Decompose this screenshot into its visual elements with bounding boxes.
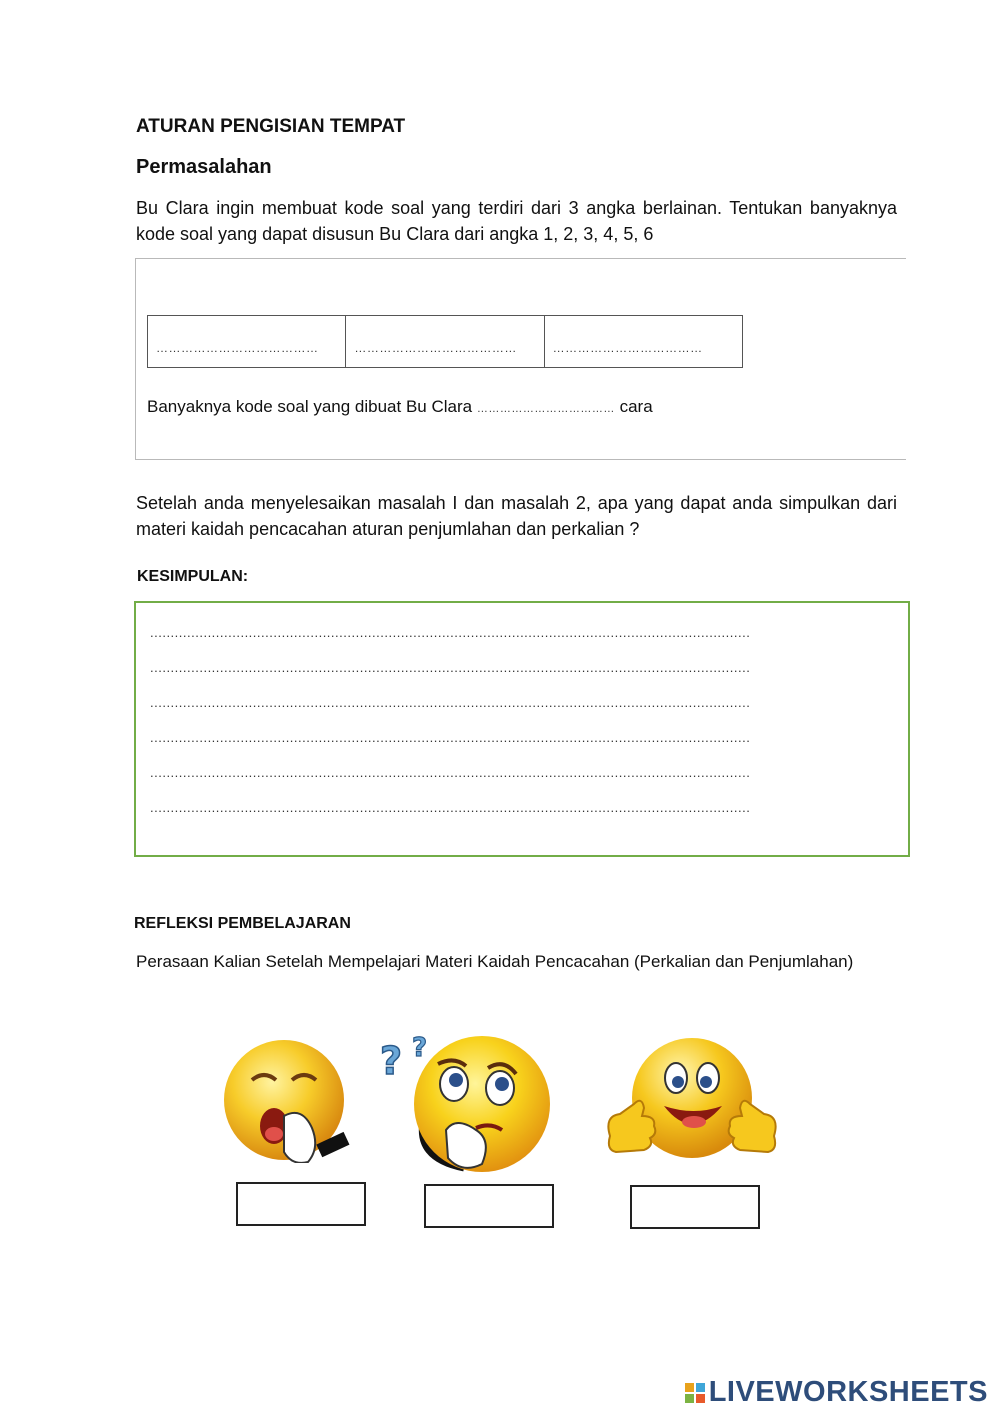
conclusion-line[interactable]: .................................................................................................................................................. <box>150 765 751 780</box>
slot-1[interactable]: ………………………………… <box>148 316 346 367</box>
conclusion-heading: KESIMPULAN: <box>137 568 249 585</box>
conclusion-box[interactable] <box>134 601 910 857</box>
conclusion-line[interactable]: .................................................................................................................................................. <box>150 660 751 675</box>
svg-text:?: ? <box>380 1039 403 1083</box>
answer-label: Banyaknya kode soal yang dibuat Bu Clara <box>147 397 473 416</box>
svg-text:?: ? <box>412 1033 428 1063</box>
conclusion-line[interactable]: .................................................................................................................................................. <box>150 695 751 710</box>
digit-slots <box>147 315 743 368</box>
reflection-answer-box-2[interactable] <box>424 1184 554 1228</box>
slot-2[interactable]: ………………………………… <box>346 316 544 367</box>
answer-line <box>147 397 653 417</box>
conclusion-line[interactable]: .................................................................................................................................................. <box>150 625 751 640</box>
conclusion-line[interactable]: .................................................................................................................................................. <box>150 730 751 745</box>
problem-text: Bu Clara ingin membuat kode soal yang terdiri dari 3 angka berlainan. Tentukan banyaknya kode soal yang dapat disusun Bu Clara dari angka 1, 2, 3, 4, 5, 6 <box>136 198 897 244</box>
reflection-answer-box-3[interactable] <box>630 1185 760 1229</box>
thumbs-up-face-icon <box>600 1036 784 1170</box>
reflection-prompt: Perasaan Kalian Setelah Mempelajari Materi Kaidah Pencacahan (Perkalian dan Penjumlahan) <box>136 952 854 971</box>
answer-field[interactable]: ……………………………… <box>476 403 615 415</box>
liveworksheets-logo <box>685 1376 988 1409</box>
reflection-heading: REFLEKSI PEMBELAJARAN <box>134 915 351 932</box>
answer-unit: cara <box>619 397 653 416</box>
logo-icon <box>685 1383 705 1403</box>
slot-3[interactable]: ……………………………… <box>552 341 703 355</box>
logo-text: LIVEWORKSHEETS <box>708 1376 988 1408</box>
question-text: Setelah anda menyelesaikan masalah I dan masalah 2, apa yang dapat anda simpulkan dari materi kaidah pencacahan aturan penjumlahan dan perkalian ? <box>136 493 897 539</box>
yawning-face-icon <box>212 1038 362 1163</box>
reflection-answer-box-1[interactable] <box>236 1182 366 1226</box>
section-title: Permasalahan <box>136 156 272 178</box>
page-title: ATURAN PENGISIAN TEMPAT <box>136 116 406 137</box>
thinking-face-icon <box>376 1030 556 1180</box>
conclusion-line[interactable]: .................................................................................................................................................. <box>150 800 751 815</box>
